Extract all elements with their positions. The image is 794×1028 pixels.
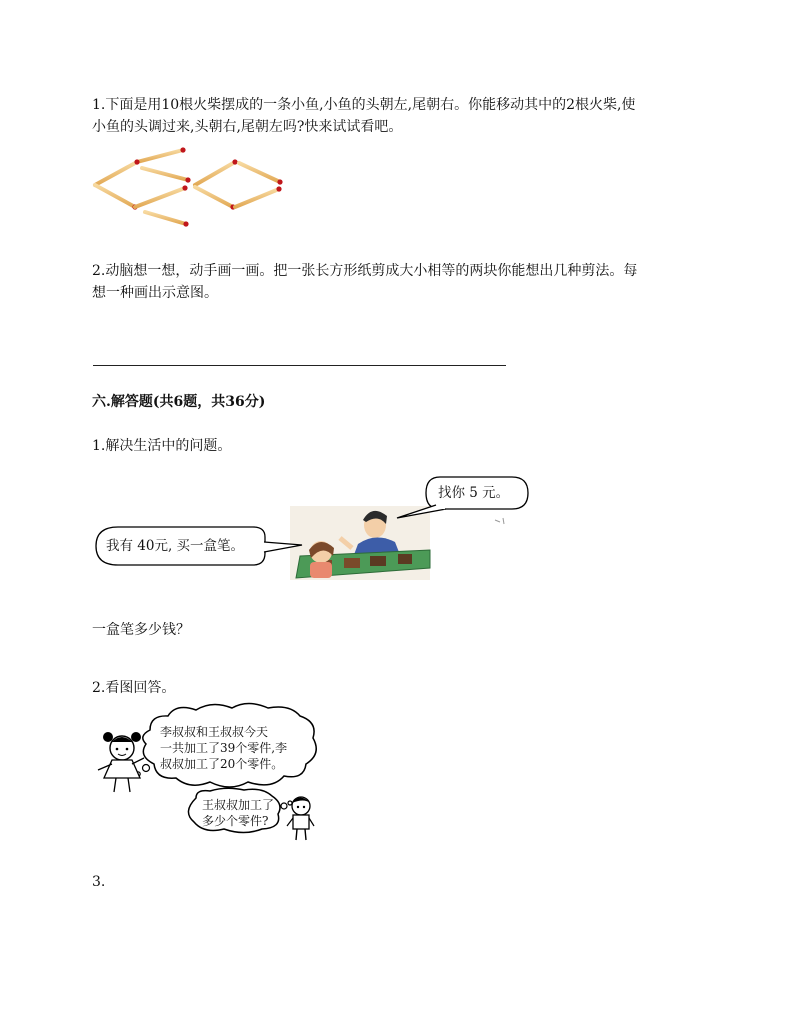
- problem1-question: 一盒笔多少钱？: [92, 622, 190, 638]
- q1-text-line1: 1.下面是用10根火柴摆成的一条小鱼,小鱼的头朝左,尾朝右。你能移动其中的2根火柴,使: [92, 97, 636, 113]
- matchstick: [235, 186, 282, 207]
- shopping-illustration: [290, 506, 430, 580]
- matchstick: [142, 168, 191, 183]
- q1-text-line2: 小鱼的头调过来,头朝右,尾朝左吗?快来试试看吧。: [92, 119, 403, 135]
- matchstick: [135, 185, 188, 207]
- matchstick: [145, 212, 189, 227]
- speech-bubble-left-text: 我有 40元, 买一盒笔。: [106, 538, 245, 554]
- problem2-title: 2.看图回答。: [92, 680, 176, 696]
- thought-cloud-line1: 李叔叔和王叔叔今天: [160, 725, 269, 739]
- matchstick: [137, 147, 186, 162]
- problem3-label: 3.: [92, 874, 106, 890]
- matchstick: [239, 163, 283, 185]
- matchstick: [95, 159, 140, 185]
- q2-text-line2: 想一种画出示意图。: [92, 285, 218, 301]
- girl-cartoon-left: [98, 732, 144, 792]
- problem1-title: 1.解决生活中的问题。: [92, 438, 232, 454]
- q2-text-line1: 2.动脑想一想，动手画一画。把一张长方形纸剪成大小相等的两块你能想出几种剪法。每: [92, 263, 638, 279]
- matchstick: [195, 159, 238, 185]
- section-heading: 六.解答题(共6题，共36分): [92, 394, 266, 410]
- thought-cloud-line3: 叔叔加工了20个零件。: [160, 757, 284, 771]
- small-bubble-line2: 多少个零件?: [202, 814, 269, 828]
- small-bubble-line1: 王叔叔加工了: [202, 798, 275, 812]
- matchstick: [195, 187, 236, 210]
- matchstick: [95, 185, 138, 210]
- divider-line: [93, 365, 506, 366]
- matchstick-fish-figure: [95, 147, 283, 226]
- speech-bubble-right-text: 找你 5 元。: [438, 485, 510, 501]
- thought-cloud-line2: 一共加工了39个零件,李: [160, 741, 288, 755]
